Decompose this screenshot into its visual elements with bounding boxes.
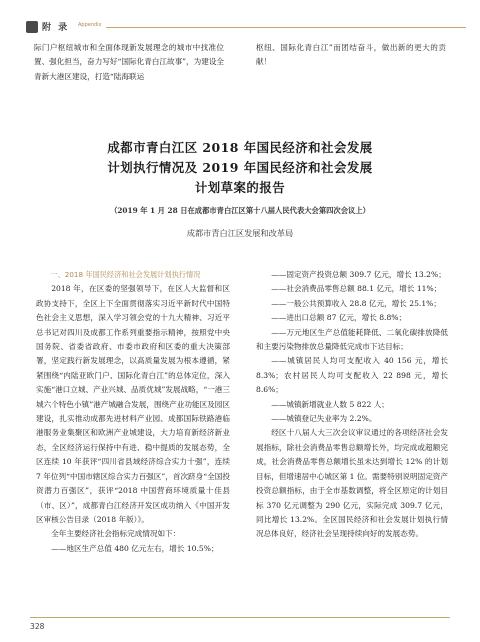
indicator-item: ——社会消费品零售总额 88.1 亿元，增长 11%； [271, 284, 442, 294]
indicator-item: ——城镇新增就业人数 5 822 人； [271, 399, 389, 409]
body-column-left [36, 268, 230, 556]
header-subtitle: Appendix [78, 22, 102, 28]
title-line: 计划执行情况及 2019 年国民经济和社会发展 [107, 160, 373, 175]
running-header [26, 21, 466, 33]
indicator-item: ——万元地区生产总值能耗降低、二氧化碳排放降低和主要污染物排放总量降低完成市下达目标； [256, 327, 448, 352]
header-title: 附 录 [42, 23, 70, 33]
indicator-item: ——进出口总额 87 亿元，增长 8.8%； [271, 313, 407, 323]
book-icon [26, 21, 38, 33]
indicator-item: ——城镇登记失业率为 2.2%。 [271, 414, 377, 424]
indicator-item: ——固定资产投资总额 309.7 亿元，增长 13.2%； [271, 270, 446, 279]
title-line: 成都市青白江区 2018 年国民经济和社会发展 [107, 140, 373, 155]
report-title [40, 138, 440, 198]
section-heading: 一、2018 年国民经济和社会发展计划执行情况 [50, 270, 201, 279]
author: 成都市青白江区发展和改革局 [186, 228, 294, 238]
paragraph: 经区十八届人大三次会议审议通过的各项经济社会发展指标，除社会消费品零售总额增长外，均完成或超额完成，社会消费品零售总额增长虽未达到增长 12% 的计划目标，但增速居中心城区第 1 位。需要特别说明固定资产投资总额指标，由于全市基数调整，将全区原定的计划目标 370 亿元调整为 290 亿元，实际完成 309.7 亿元，同比增长 13.2%。全区国民经济和社会发展计划执行情况总体良好，经济社会呈现持续向好的发展态势。 [256, 428, 448, 539]
indicator-item: ——城镇居民人均可支配收入 40 156 元，增长 8.3%；农村居民人均可支配收入 22 898 元，增长 8.6%； [256, 356, 448, 395]
paragraph: 枢纽、国际化青白江”而团结奋斗，做出新的更大的贡献！ [256, 43, 446, 67]
indicator-item: ——一般公共预算收入 28.8 亿元，增长 25.1%； [271, 298, 441, 308]
paragraph: 全年主要经济社会指标完成情况如下： [51, 529, 181, 539]
paragraph: ——地区生产总值 480 亿元左右，增长 10.5%； [51, 543, 219, 553]
page-number: 328 [30, 622, 45, 631]
continued-text-right [256, 41, 446, 70]
meeting-note: （2019 年 1 月 28 日在成都市青白江区第十八届人民代表大会第四次会议上） [110, 206, 370, 215]
paragraph: 际门户枢纽城市和全面体现新发展理念的城市中找准位置、强化担当，奋力写好“国际化青白江故事”，为建设全青新大港区建设，打造“陆海联运 [34, 43, 225, 81]
header-rule [106, 27, 466, 28]
paragraph: 2018 年，在区委的坚强领导下，在区人大监督和区政协支持下，全区上下全面贯彻落实习近平新时代中国特色社会主义思想，深入学习领会党的十九大精神、习近平总书记对四川及成都工作系列重要指示精神，按照党中央国务院、省委省政府、市委市政府和区委的重大决策部署，坚定践行新发展理念，以高质量发展为根本遵循，紧紧围绕“内陆亚欧门户、国际化青白江”的总体定位，深入实施“港口立城、产业兴城、品质优城”发展战略，“一港三城六个特色小镇”港产城融合发展，围绕产业功能区及园区建设，扎实推动成都先进材料产业园、成都国际铁路港临港服务业集聚区和欧洲产业城建设，大力培育新经济新业态，全区经济运行保持中有进、稳中提质的发展态势，全区连续 10 年获评“四川省县域经济综合实力十强”，连续 7 年位列“中国市辖区综合实力百强区”，首次跻身“全国投资潜力百强区”，获评“2018 中国营商环境质量十佳县（市、区）”，成都青白江经济开发区成功纳入《中国开发区审核公告目录（2018 年版）》。 [36, 284, 230, 524]
footer-rule [30, 617, 450, 618]
title-line: 计划草案的报告 [194, 180, 286, 195]
continued-text-left [34, 41, 224, 84]
body-column-right [256, 268, 448, 542]
